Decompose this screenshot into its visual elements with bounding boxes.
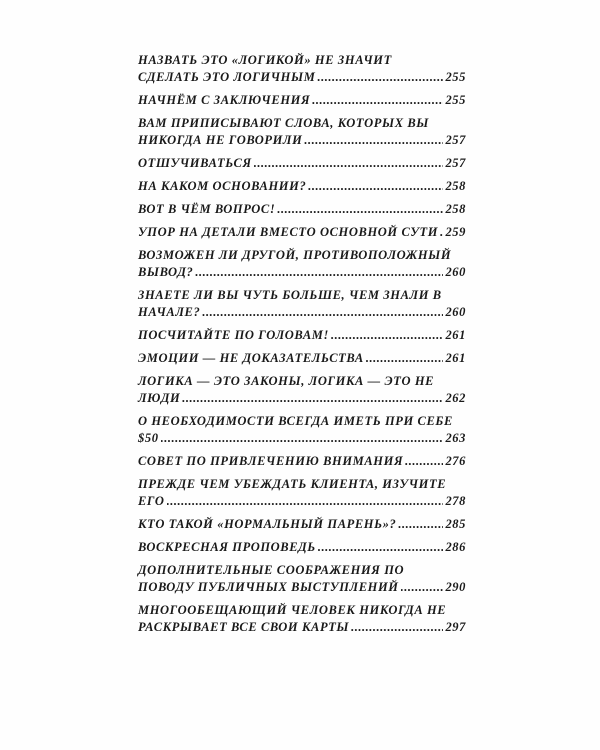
toc-entry bbox=[138, 350, 466, 367]
toc-entry-line bbox=[138, 413, 466, 430]
table-of-contents bbox=[138, 52, 466, 642]
toc-entry bbox=[138, 602, 466, 636]
toc-entry bbox=[138, 476, 466, 510]
toc-page-number: 260 bbox=[445, 265, 466, 279]
toc-entry-line bbox=[138, 562, 466, 579]
toc-entry-title: НАЧАЛЕ? bbox=[138, 305, 201, 319]
toc-entry-title: РАСКРЫВАЕТ ВСЕ СВОИ КАРТЫ bbox=[138, 620, 350, 634]
toc-page-number: 290 bbox=[445, 580, 466, 594]
toc-page-number: 262 bbox=[445, 391, 466, 405]
toc-entry-line bbox=[138, 516, 466, 533]
toc-page-number: 255 bbox=[445, 70, 466, 84]
toc-entry-line bbox=[138, 430, 466, 447]
toc-page-number: 255 bbox=[445, 93, 466, 107]
toc-entry-title: ЛЮДИ bbox=[138, 391, 181, 405]
toc-entry-title: СДЕЛАТЬ ЭТО ЛОГИЧНЫМ bbox=[138, 70, 316, 84]
dot-leader bbox=[277, 201, 443, 218]
toc-entry-title: КТО ТАКОЙ «НОРМАЛЬНЫЙ ПАРЕНЬ»? bbox=[138, 517, 397, 531]
toc-entry-line bbox=[138, 539, 466, 556]
toc-entry-line bbox=[138, 602, 466, 619]
toc-entry bbox=[138, 155, 466, 172]
toc-entry bbox=[138, 92, 466, 109]
toc-entry-title: ВАМ ПРИПИСЫВАЮТ СЛОВА, КОТОРЫХ ВЫ bbox=[138, 116, 430, 130]
toc-entry-line bbox=[138, 247, 466, 264]
toc-entry-line bbox=[138, 69, 466, 86]
toc-page-number: 257 bbox=[445, 156, 466, 170]
dot-leader bbox=[317, 69, 443, 86]
toc-page-number: 257 bbox=[445, 133, 466, 147]
dot-leader bbox=[405, 453, 443, 470]
toc-entry-line bbox=[138, 373, 466, 390]
dot-leader bbox=[202, 304, 443, 321]
dot-leader bbox=[366, 350, 444, 367]
toc-entry-title: ДОПОЛНИТЕЛЬНЫЕ СООБРАЖЕНИЯ ПО bbox=[138, 563, 405, 577]
toc-entry-line bbox=[138, 52, 466, 69]
toc-entry-title: ЛОГИКА — ЭТО ЗАКОНЫ, ЛОГИКА — ЭТО НЕ bbox=[138, 374, 435, 388]
toc-entry-line bbox=[138, 178, 466, 195]
toc-entry-title: $50 bbox=[138, 431, 159, 445]
toc-entry bbox=[138, 247, 466, 281]
toc-page-number: 259 bbox=[445, 225, 466, 239]
toc-entry bbox=[138, 224, 466, 241]
toc-entry-line bbox=[138, 476, 466, 493]
toc-entry bbox=[138, 562, 466, 596]
toc-page-number: 297 bbox=[445, 620, 466, 634]
toc-entry bbox=[138, 539, 466, 556]
toc-entry-title: НАЗВАТЬ ЭТО «ЛОГИКОЙ» НЕ ЗНАЧИТ bbox=[138, 53, 392, 67]
toc-entry-line bbox=[138, 390, 466, 407]
toc-entry-line bbox=[138, 453, 466, 470]
toc-entry-line bbox=[138, 115, 466, 132]
toc-page-number: 258 bbox=[445, 179, 466, 193]
dot-leader bbox=[182, 390, 443, 407]
toc-entry-title: ВЫВОД? bbox=[138, 265, 194, 279]
toc-entry-line bbox=[138, 287, 466, 304]
toc-entry-line bbox=[138, 155, 466, 172]
dot-leader bbox=[351, 619, 443, 636]
toc-page-number: 263 bbox=[445, 431, 466, 445]
toc-entry-line bbox=[138, 619, 466, 636]
toc-entry bbox=[138, 201, 466, 218]
toc-entry-title: МНОГООБЕЩАЮЩИЙ ЧЕЛОВЕК НИКОГДА НЕ bbox=[138, 603, 447, 617]
toc-entry-title: ПОВОДУ ПУБЛИЧНЫХ ВЫСТУПЛЕНИЙ bbox=[138, 580, 399, 594]
dot-leader bbox=[167, 493, 444, 510]
toc-page-number: 258 bbox=[445, 202, 466, 216]
toc-entry-title: НА КАКОМ ОСНОВАНИИ? bbox=[138, 179, 307, 193]
toc-entry bbox=[138, 287, 466, 321]
toc-entry-title: ПРЕЖДЕ ЧЕМ УБЕЖДАТЬ КЛИЕНТА, ИЗУЧИТЕ bbox=[138, 477, 447, 491]
toc-page-number: 276 bbox=[445, 454, 466, 468]
toc-entry bbox=[138, 52, 466, 86]
toc-entry-title: ЭМОЦИИ — НЕ ДОКАЗАТЕЛЬСТВА bbox=[138, 351, 364, 365]
dot-leader bbox=[318, 539, 444, 556]
toc-entry-line bbox=[138, 264, 466, 281]
toc-entry-line bbox=[138, 327, 466, 344]
toc-entry-title: ВОЗМОЖЕН ЛИ ДРУГОЙ, ПРОТИВОПОЛОЖНЫЙ bbox=[138, 248, 452, 262]
dot-leader bbox=[304, 132, 443, 149]
toc-entry-title: ПОСЧИТАЙТЕ ПО ГОЛОВАМ! bbox=[138, 328, 329, 342]
toc-entry bbox=[138, 373, 466, 407]
toc-entry bbox=[138, 516, 466, 533]
toc-page-number: 278 bbox=[445, 494, 466, 508]
toc-page-number: 260 bbox=[445, 305, 466, 319]
dot-leader bbox=[398, 516, 443, 533]
dot-leader bbox=[401, 579, 444, 596]
toc-entry bbox=[138, 178, 466, 195]
toc-page-number: 261 bbox=[445, 351, 466, 365]
toc-page-number: 285 bbox=[445, 517, 466, 531]
dot-leader bbox=[161, 430, 444, 447]
toc-entry-line bbox=[138, 224, 466, 241]
toc-entry-line bbox=[138, 350, 466, 367]
dot-leader bbox=[254, 155, 444, 172]
dot-leader bbox=[308, 178, 443, 195]
dot-leader bbox=[440, 224, 443, 241]
toc-entry-title: ОТШУЧИВАТЬСЯ bbox=[138, 156, 252, 170]
toc-entry-title: О НЕОБХОДИМОСТИ ВСЕГДА ИМЕТЬ ПРИ СЕБЕ bbox=[138, 414, 453, 428]
toc-entry-line bbox=[138, 201, 466, 218]
toc-page-number: 286 bbox=[445, 540, 466, 554]
toc-entry-title: ЗНАЕТЕ ЛИ ВЫ ЧУТЬ БОЛЬШЕ, ЧЕМ ЗНАЛИ В bbox=[138, 288, 442, 302]
toc-entry-title: ЕГО bbox=[138, 494, 165, 508]
dot-leader bbox=[195, 264, 443, 281]
toc-entry-line bbox=[138, 493, 466, 510]
toc-entry-line bbox=[138, 304, 466, 321]
dot-leader bbox=[331, 327, 443, 344]
toc-entry-title: НИКОГДА НЕ ГОВОРИЛИ bbox=[138, 133, 303, 147]
toc-entry-title: ВОСКРЕСНАЯ ПРОПОВЕДЬ bbox=[138, 540, 316, 554]
toc-entry-line bbox=[138, 92, 466, 109]
toc-page-number: 261 bbox=[445, 328, 466, 342]
toc-entry bbox=[138, 453, 466, 470]
toc-entry bbox=[138, 115, 466, 149]
toc-entry-title: НАЧНЁМ С ЗАКЛЮЧЕНИЯ bbox=[138, 93, 311, 107]
toc-entry-line bbox=[138, 579, 466, 596]
toc-entry-title: СОВЕТ ПО ПРИВЛЕЧЕНИЮ ВНИМАНИЯ bbox=[138, 454, 404, 468]
toc-entry bbox=[138, 327, 466, 344]
toc-entry-line bbox=[138, 132, 466, 149]
dot-leader bbox=[312, 92, 443, 109]
toc-entry bbox=[138, 413, 466, 447]
toc-entry-title: ВОТ В ЧЁМ ВОПРОС! bbox=[138, 202, 276, 216]
toc-entry-title: УПОР НА ДЕТАЛИ ВМЕСТО ОСНОВНОЙ СУТИ bbox=[138, 225, 439, 239]
